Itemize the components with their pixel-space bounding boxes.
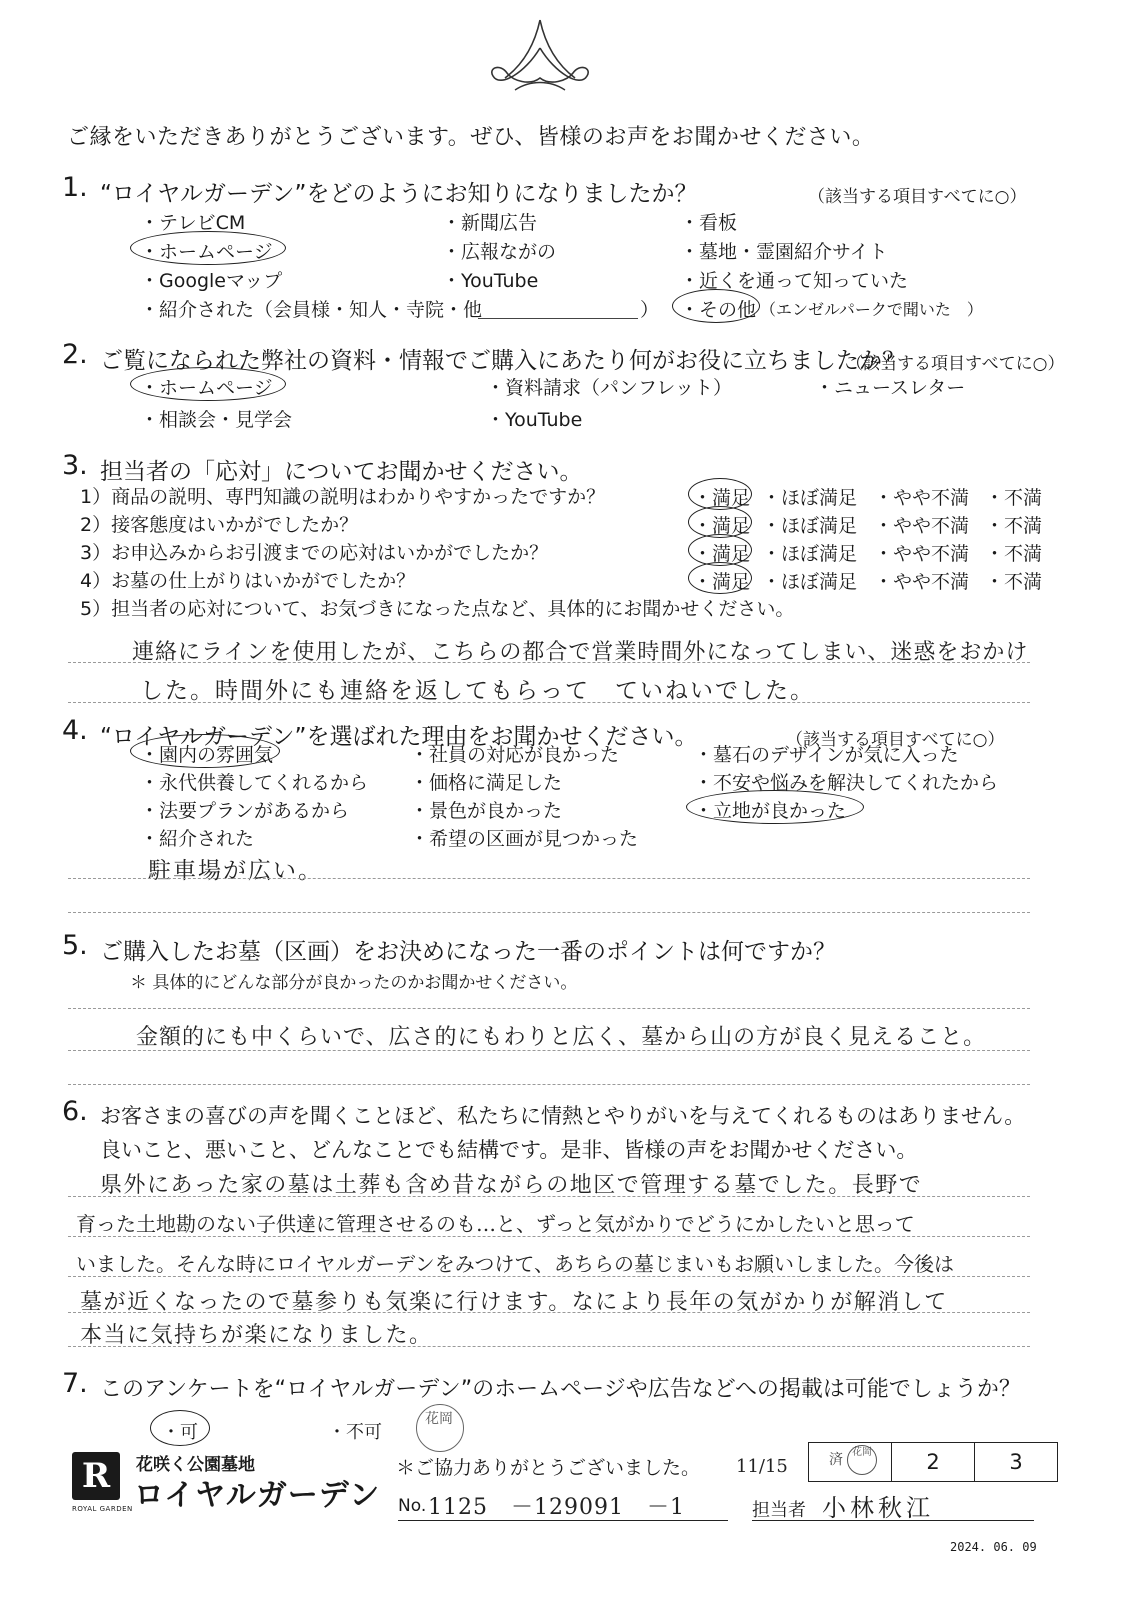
- q3-answer-rule-2: [68, 702, 1030, 703]
- q3-answer-line-1: 連絡にラインを使用したが、こちらの都合で営業時間外になってしまい、迷惑をおかけ: [132, 640, 1029, 665]
- q2-question: ご覧になられた弊社の資料・情報でご購入にあたり何がお役に立ちましたか？: [100, 348, 905, 374]
- q3-1-rating-somewhat[interactable]: ・やや不満: [874, 487, 970, 509]
- q5-note: ＊ 具体的にどんな部分が良かったのかお聞かせください。: [130, 973, 578, 993]
- q4-answer-rule-2: [68, 912, 1030, 913]
- q3-4-rating-somewhat[interactable]: ・やや不満: [874, 571, 970, 593]
- q3-1-rating-dissatisfied[interactable]: ・不満: [985, 487, 1043, 509]
- approval-cell-1: [809, 1443, 892, 1482]
- q1-note: （該当する項目すべてに○）: [808, 187, 1027, 207]
- q7-option-no[interactable]: ・不可: [328, 1422, 382, 1443]
- q1-option-youtube[interactable]: ・YouTube: [442, 270, 539, 292]
- date-handwritten: 11/15: [736, 1456, 788, 1477]
- q6-answer-line-3: いました。そんな時にロイヤルガーデンをみつけて、あちらの墓じまいもお願いしました。今後は: [76, 1252, 954, 1276]
- q4-option-plot[interactable]: ・希望の区画が見つかった: [410, 828, 639, 850]
- q4-option-atmosphere[interactable]: ・園内の雰囲気: [140, 744, 274, 766]
- approval-stamp-check: 済: [829, 1452, 843, 1468]
- q6-answer-line-2: 育った土地勘のない子供達に管理させるのも…と、ずっと気がかりでどうにかしたいと思って: [76, 1212, 915, 1236]
- approval-cell-2: 2: [892, 1443, 975, 1482]
- q1-other-circle: [672, 289, 760, 323]
- q2-option-consultation[interactable]: ・相談会・見学会: [140, 409, 293, 431]
- q4-question: “ロイヤルガーデン”を選ばれた理由をお聞かせください。: [100, 724, 698, 750]
- q3-item-2: 2）接客態度はいかがでしたか？: [80, 514, 359, 536]
- q3-1-rating-satisfied[interactable]: ・満足: [693, 487, 751, 509]
- q2-option-newsletter[interactable]: ・ニュースレター: [815, 377, 966, 399]
- q3-3-rating-somewhat[interactable]: ・やや不満: [874, 543, 970, 565]
- ornament-icon: [485, 18, 595, 98]
- q4-option-memorial[interactable]: ・法要プランがあるから: [140, 800, 350, 822]
- q6-answer-rule-3: [68, 1276, 1030, 1277]
- staff-underline: [752, 1520, 1034, 1521]
- q6-answer-rule-4: [68, 1312, 1030, 1313]
- q2-number: 2.: [62, 339, 88, 370]
- q2-option-homepage[interactable]: ・ホームページ: [140, 377, 273, 399]
- q3-4-circle: [688, 562, 752, 594]
- logo-mark-letter: R: [81, 1456, 111, 1496]
- q3-question: 担当者の「応対」についてお聞かせください。: [100, 459, 583, 485]
- q3-answer-rule-1: [68, 662, 1030, 663]
- q7-yes-circle: [150, 1410, 210, 1446]
- q1-option-referral[interactable]: ・紹介された（会員様・知人・寺院・他: [140, 299, 483, 321]
- q4-option-staff[interactable]: ・社員の対応が良かった: [410, 744, 620, 766]
- q6-answer-line-1: 県外にあった家の墓は土葬も含め昔ながらの地区で管理する墓でした。長野で: [100, 1173, 923, 1198]
- q4-answer-rule-1: [68, 878, 1030, 879]
- q3-item-4: 4）お墓の仕上がりはいかがでしたか？: [80, 570, 416, 592]
- seal-stamp-text: 花岡: [425, 1411, 453, 1427]
- q7-option-yes[interactable]: ・可: [162, 1422, 198, 1443]
- q1-option-site[interactable]: ・墓地・霊園紹介サイト: [680, 241, 888, 263]
- q4-option-location[interactable]: ・立地が良かった: [694, 800, 847, 822]
- logo-subtitle: 花咲く公園墓地: [136, 1455, 255, 1475]
- print-date: 2024. 06. 09: [950, 1540, 1037, 1554]
- q1-option-koho[interactable]: ・広報ながの: [442, 241, 557, 263]
- approval-stamp: 花岡: [847, 1445, 877, 1475]
- q3-1-rating-mostly[interactable]: ・ほぼ満足: [762, 487, 858, 509]
- q3-number: 3.: [62, 450, 88, 481]
- staff-label: 担当者: [752, 1500, 806, 1521]
- q5-answer-rule-3: [68, 1084, 1030, 1085]
- approval-grid: [808, 1442, 1058, 1482]
- q3-answer-line-2: した。時間外にも連絡を返してもらって ていねいでした。: [140, 678, 815, 704]
- q4-option-eternal[interactable]: ・永代供養してくれるから: [140, 772, 369, 794]
- q1-option-other[interactable]: ・その他: [680, 299, 757, 321]
- q3-3-rating-satisfied[interactable]: ・満足: [693, 543, 751, 565]
- q4-location-circle: [686, 790, 864, 824]
- q4-answer: 駐車場が広い。: [148, 858, 323, 884]
- q4-note: （該当する項目すべてに○）: [786, 730, 1005, 750]
- logo-mark: [72, 1452, 120, 1500]
- q1-option-homepage[interactable]: ・ホームページ: [140, 241, 273, 263]
- q4-atmosphere-circle: [130, 734, 280, 768]
- q1-option-nearby[interactable]: ・近くを通って知っていた: [680, 270, 909, 292]
- q6-question-1: お客さまの喜びの声を聞くことほど、私たちに情熱とやりがいを与えてくれるものはありません。: [100, 1104, 1026, 1128]
- q6-answer-rule-2: [68, 1236, 1030, 1237]
- q3-2-rating-dissatisfied[interactable]: ・不満: [985, 515, 1043, 537]
- q4-option-price[interactable]: ・価格に満足した: [410, 772, 563, 794]
- q3-item-3: 3）お申込みからお引渡までの応対はいかがでしたか？: [80, 542, 549, 564]
- thanks-text: ＊ご協力ありがとうございました。: [396, 1457, 701, 1479]
- q6-number: 6.: [62, 1096, 88, 1127]
- q2-note: （該当する項目すべてに○）: [846, 354, 1065, 374]
- q1-homepage-circle: [130, 231, 286, 265]
- approval-cell-3: 3: [975, 1443, 1058, 1482]
- q3-2-rating-satisfied[interactable]: ・満足: [693, 515, 751, 537]
- q1-other-underline: [478, 318, 638, 319]
- q5-answer-rule-2: [68, 1050, 1030, 1051]
- q1-option-newspaper[interactable]: ・新聞広告: [442, 212, 538, 234]
- q5-number: 5.: [62, 930, 88, 961]
- q3-item-1: 1）商品の説明、専門知識の説明はわかりやすかったですか？: [80, 486, 606, 508]
- q1-other-answer[interactable]: （エンゼルパークで聞いた ）: [760, 300, 983, 319]
- staff-name: 小林秋江: [822, 1494, 934, 1522]
- q5-answer-rule-1: [68, 1008, 1030, 1009]
- q1-option-tv[interactable]: ・テレビCM: [140, 212, 246, 234]
- q6-answer-line-4: 墓が近くなったので墓参りも気楽に行けます。なにより長年の気がかりが解消して: [80, 1290, 948, 1315]
- q3-2-rating-somewhat[interactable]: ・やや不満: [874, 515, 970, 537]
- q3-4-rating-dissatisfied[interactable]: ・不満: [985, 571, 1043, 593]
- q6-answer-line-5: 本当に気持ちが楽になりました。: [80, 1323, 433, 1348]
- q4-option-design[interactable]: ・墓石のデザインが気に入った: [694, 744, 959, 766]
- q1-option-signboard[interactable]: ・看板: [680, 212, 738, 234]
- q3-4-rating-satisfied[interactable]: ・満足: [693, 571, 751, 593]
- q1-referral-close: ）: [640, 299, 660, 321]
- q2-option-youtube[interactable]: ・YouTube: [486, 409, 583, 431]
- q5-question: ご購入したお墓（区画）をお決めになった一番のポイントは何ですか？: [100, 939, 836, 965]
- q1-number: 1.: [62, 172, 88, 203]
- q5-answer: 金額的にも中くらいで、広さ的にもわりと広く、墓から山の方が良く見えること。: [136, 1025, 987, 1050]
- intro-text: ご縁をいただきありがとうございます。ぜひ、皆様のお声をお聞かせください。: [67, 125, 875, 150]
- q2-option-pamphlet[interactable]: ・資料請求（パンフレット）: [486, 377, 733, 399]
- q4-option-worries[interactable]: ・不安や悩みを解決してくれたから: [694, 772, 999, 794]
- q4-option-referral[interactable]: ・紹介された: [140, 828, 255, 850]
- q1-question: “ロイヤルガーデン”をどのようにお知りになりましたか？: [100, 181, 698, 207]
- q7-question: このアンケートを“ロイヤルガーデン”のホームページや広告などへの掲載は可能でしょうか？: [100, 1377, 1021, 1402]
- q4-option-scenery[interactable]: ・景色が良かった: [410, 800, 563, 822]
- q3-3-rating-dissatisfied[interactable]: ・不満: [985, 543, 1043, 565]
- q4-number: 4.: [62, 715, 88, 746]
- q7-number: 7.: [62, 1368, 88, 1399]
- q3-2-rating-mostly[interactable]: ・ほぼ満足: [762, 515, 858, 537]
- q6-question-2: 良いこと、悪いこと、どんなことでも結構です。是非、皆様の声をお聞かせください。: [100, 1138, 918, 1162]
- number-label: No.: [398, 1496, 427, 1516]
- logo-small-text: ROYAL GARDEN: [72, 1505, 133, 1513]
- q3-item-5: 5）担当者の応対について、お気づきになった点など、具体的にお聞かせください。: [80, 598, 795, 620]
- q6-answer-rule-1: [68, 1196, 1030, 1197]
- q3-4-rating-mostly[interactable]: ・ほぼ満足: [762, 571, 858, 593]
- number-underline: [398, 1520, 728, 1521]
- q3-3-rating-mostly[interactable]: ・ほぼ満足: [762, 543, 858, 565]
- q2-homepage-circle: [130, 367, 286, 401]
- number-value: 1125 －129091 －1: [428, 1495, 685, 1520]
- q6-answer-rule-5: [68, 1346, 1030, 1347]
- logo-title: ロイヤルガーデン: [134, 1478, 381, 1513]
- q1-option-google[interactable]: ・Googleマップ: [140, 270, 283, 292]
